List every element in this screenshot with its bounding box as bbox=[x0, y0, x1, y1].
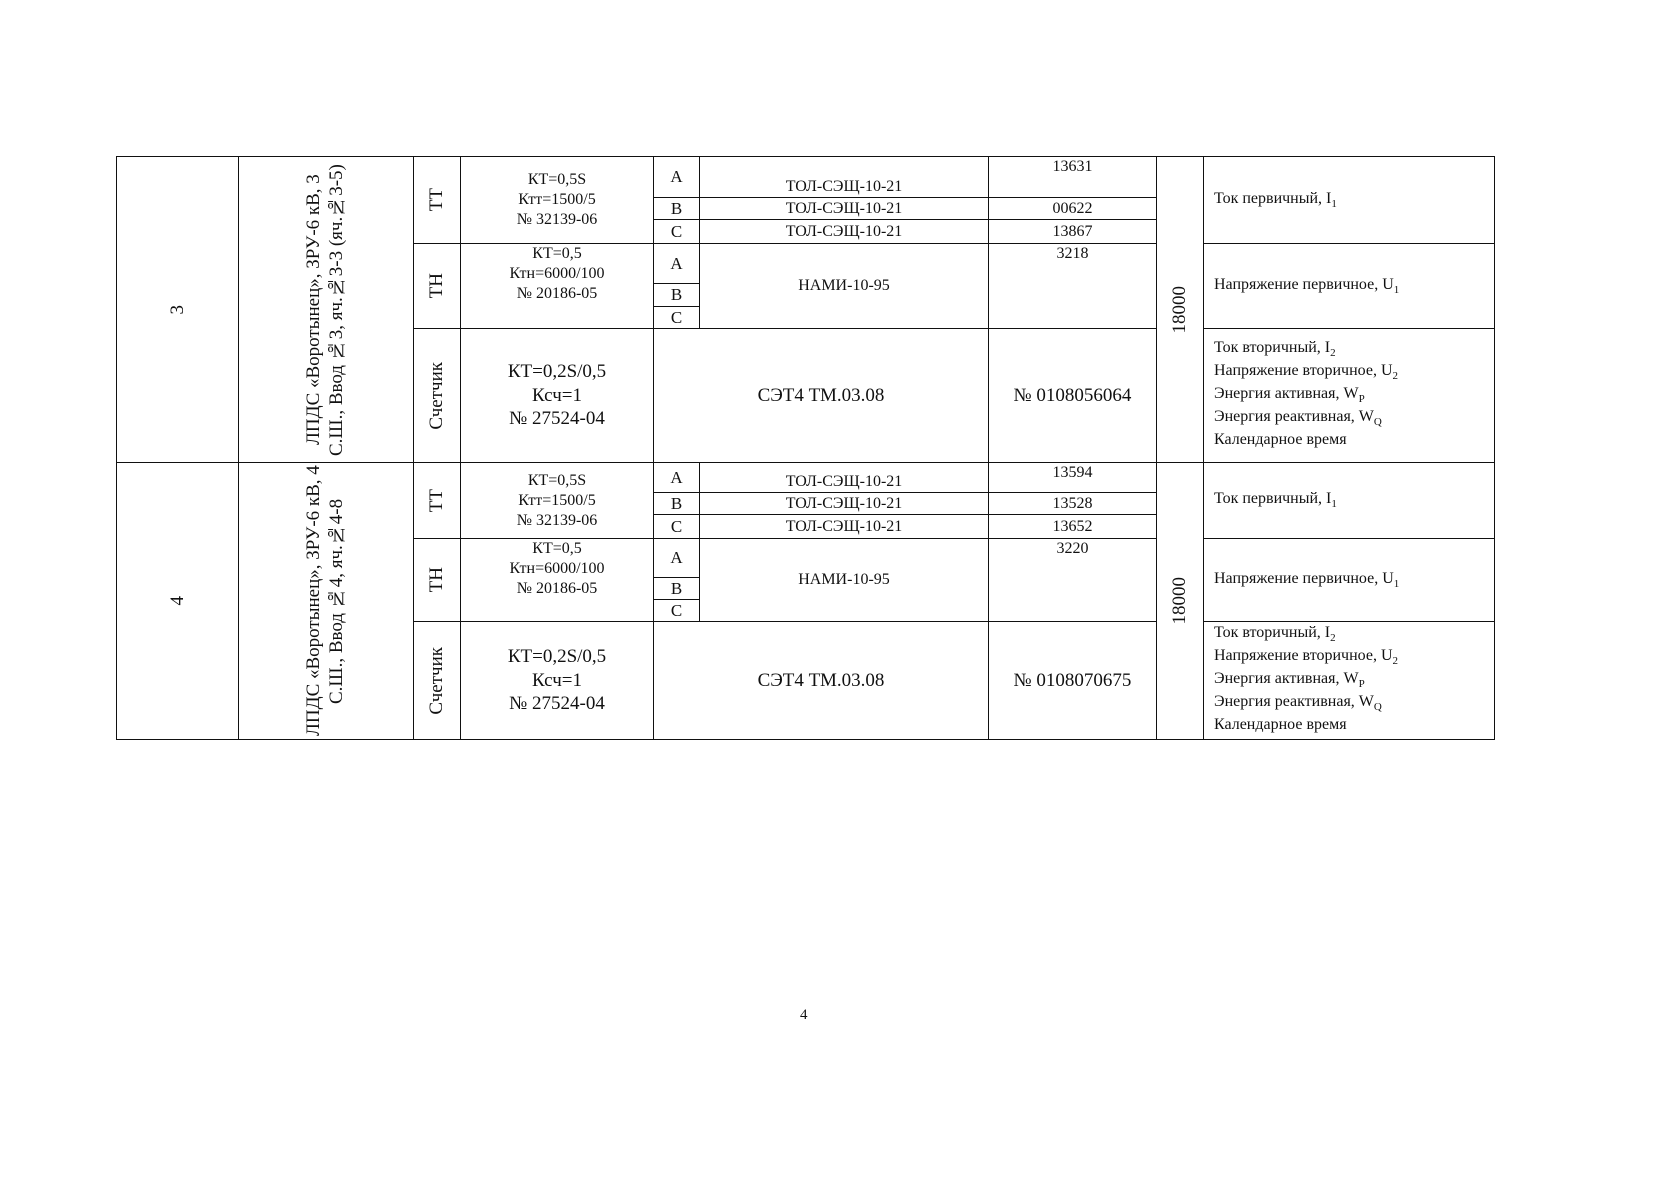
meter-type bbox=[413, 621, 461, 740]
measurement-label: Ток вторичный, I bbox=[1214, 339, 1331, 357]
tn-specs-list-line: Ктн=6000/100 bbox=[509, 265, 605, 282]
coefficient-text: 18000 bbox=[1169, 285, 1191, 334]
measurement-subscript: Q bbox=[1373, 416, 1382, 429]
measurement-line bbox=[1214, 361, 1398, 384]
tt-specs-list-line: КТ=0,5S bbox=[527, 171, 587, 188]
tt-specs-list-line: Ктт=1500/5 bbox=[518, 191, 596, 208]
measurement-line bbox=[1214, 669, 1365, 692]
phase-cell-text: C bbox=[670, 221, 683, 241]
measurement-line bbox=[1214, 275, 1399, 298]
measurement-label: Энергия активная, W bbox=[1214, 670, 1359, 688]
meter-specs bbox=[460, 328, 654, 463]
row-number-text: 4 bbox=[166, 596, 188, 606]
tt-model-text: ТОЛ-СЭЩ-10-21 bbox=[785, 199, 903, 217]
tt-type-text: ТТ bbox=[426, 488, 448, 513]
phase-cell-text: B bbox=[670, 285, 683, 305]
phase-cell bbox=[653, 577, 700, 600]
measurement-line bbox=[1214, 646, 1398, 669]
measurement-label: Ток первичный, I bbox=[1214, 189, 1332, 207]
tt-model bbox=[699, 219, 989, 244]
measurement-list bbox=[1214, 569, 1399, 592]
tt-serial bbox=[988, 514, 1157, 539]
measurement-label: Напряжение вторичное, U bbox=[1214, 647, 1393, 665]
measurement-subscript: 1 bbox=[1331, 197, 1337, 210]
tn-type-text: ТН bbox=[426, 567, 448, 593]
measurement-line bbox=[1214, 569, 1399, 592]
row-number-text: 3 bbox=[166, 304, 188, 315]
tt-type-text: ТТ bbox=[426, 188, 448, 212]
phase-cell bbox=[653, 306, 700, 329]
measurement-subscript: 2 bbox=[1330, 632, 1336, 645]
tn-model bbox=[699, 243, 989, 329]
tn-specs bbox=[460, 538, 654, 622]
phase-cell-text: B bbox=[670, 578, 683, 598]
measurement-meter bbox=[1203, 328, 1495, 463]
meter-type-text: Счетчик bbox=[426, 361, 448, 430]
meter-specs-list bbox=[508, 360, 606, 431]
measurement-label: Календарное время bbox=[1214, 715, 1347, 733]
phase-cell bbox=[653, 514, 700, 539]
measurement-tt bbox=[1203, 156, 1495, 244]
tn-type-text: ТН bbox=[426, 273, 448, 299]
meter-specs-list-line: № 27524-04 bbox=[509, 693, 605, 715]
tn-model-text: НАМИ-10-95 bbox=[798, 277, 890, 294]
connection-name-text: ЛПДС «Воротынец», ЗРУ-6 кВ, 4 С.Ш., Ввод №4, яч.№4-8 bbox=[303, 465, 347, 737]
tt-model bbox=[699, 462, 989, 493]
tt-model-text: ТОЛ-СЭЩ-10-21 bbox=[785, 178, 903, 195]
meter-model-text: СЭТ4 ТМ.03.08 bbox=[757, 669, 885, 691]
tt-type bbox=[413, 156, 461, 244]
tt-specs-list bbox=[517, 170, 598, 230]
tn-specs-list bbox=[509, 244, 604, 304]
tt-model bbox=[699, 156, 989, 198]
tn-serial-text: 3220 bbox=[1056, 540, 1089, 557]
row-number bbox=[116, 156, 239, 463]
phase-cell-text: B bbox=[670, 493, 683, 513]
tt-specs-list-line: № 32139-06 bbox=[516, 511, 598, 529]
tt-serial bbox=[988, 197, 1157, 220]
meter-type bbox=[413, 328, 461, 463]
tt-model bbox=[699, 492, 989, 515]
phase-cell bbox=[653, 243, 700, 284]
tn-specs-list-line: № 20186-05 bbox=[516, 580, 598, 597]
phase-cell bbox=[653, 538, 700, 578]
measurement-line bbox=[1214, 489, 1337, 512]
phase-cell bbox=[653, 283, 700, 307]
tt-serial-text: 13652 bbox=[1052, 517, 1093, 535]
measurement-line bbox=[1214, 189, 1337, 212]
measurement-label: Ток первичный, I bbox=[1214, 490, 1332, 508]
measurement-subscript: P bbox=[1358, 393, 1365, 406]
measurement-line bbox=[1214, 338, 1336, 361]
tn-model-text: НАМИ-10-95 bbox=[798, 571, 890, 588]
phase-cell-text: B bbox=[670, 198, 683, 218]
tn-serial-text: 3218 bbox=[1056, 245, 1089, 262]
measurement-list bbox=[1214, 623, 1398, 738]
tn-type bbox=[413, 243, 461, 329]
tt-serial-text: 13867 bbox=[1052, 222, 1093, 240]
measurement-list bbox=[1214, 489, 1337, 512]
tt-serial bbox=[988, 462, 1157, 493]
coefficient bbox=[1156, 156, 1204, 463]
tt-specs bbox=[460, 462, 654, 539]
tt-serial-text: 13631 bbox=[1052, 158, 1093, 175]
measurement-line bbox=[1214, 692, 1382, 715]
tt-model-text: ТОЛ-СЭЩ-10-21 bbox=[785, 222, 903, 240]
phase-cell bbox=[653, 492, 700, 515]
tn-specs-list-line: Ктн=6000/100 bbox=[509, 560, 605, 577]
tn-type bbox=[413, 538, 461, 622]
meter-type-text: Счетчик bbox=[426, 646, 448, 715]
measurement-list bbox=[1214, 275, 1399, 298]
phase-cell-text: A bbox=[670, 253, 683, 273]
tn-model bbox=[699, 538, 989, 622]
measurement-meter bbox=[1203, 621, 1495, 740]
connection-name bbox=[238, 462, 414, 740]
meter-model bbox=[653, 328, 989, 463]
tt-type bbox=[413, 462, 461, 539]
meter-specs-list-line: Ксч=1 bbox=[531, 384, 583, 406]
measurement-line bbox=[1214, 715, 1347, 738]
tt-specs-list-line: № 32139-06 bbox=[516, 211, 598, 228]
meter-specs-list-line: КТ=0,2S/0,5 bbox=[507, 360, 607, 382]
meter-specs-list bbox=[508, 645, 606, 716]
measurement-line bbox=[1214, 407, 1382, 430]
measurement-label: Энергия реактивная, W bbox=[1214, 692, 1374, 710]
tt-model-text: ТОЛ-СЭЩ-10-21 bbox=[785, 517, 903, 535]
measurement-line bbox=[1214, 430, 1347, 453]
phase-cell-text: A bbox=[670, 548, 683, 568]
tt-model-text: ТОЛ-СЭЩ-10-21 bbox=[785, 494, 903, 512]
tt-specs-list-line: Ктт=1500/5 bbox=[518, 491, 596, 509]
coefficient bbox=[1156, 462, 1204, 740]
measurement-subscript: 2 bbox=[1392, 655, 1398, 668]
measurement-subscript: Q bbox=[1373, 701, 1382, 714]
meter-specs-list-line: КТ=0,2S/0,5 bbox=[507, 645, 607, 667]
tt-serial bbox=[988, 219, 1157, 244]
measurement-label: Энергия активная, W bbox=[1214, 385, 1359, 403]
measurement-line bbox=[1214, 384, 1365, 407]
measurement-label: Энергия реактивная, W bbox=[1214, 407, 1374, 425]
meter-model bbox=[653, 621, 989, 740]
tn-specs-list bbox=[509, 539, 604, 599]
tt-serial-text: 00622 bbox=[1052, 199, 1093, 217]
tt-model-text: ТОЛ-СЭЩ-10-21 bbox=[785, 473, 903, 490]
measurement-subscript: 2 bbox=[1330, 347, 1336, 360]
measurement-list bbox=[1214, 189, 1337, 212]
tt-specs-list-line: КТ=0,5S bbox=[527, 471, 587, 489]
measurement-list bbox=[1214, 338, 1398, 453]
phase-cell bbox=[653, 462, 700, 493]
tt-serial-text: 13594 bbox=[1052, 464, 1093, 481]
measurement-tt bbox=[1203, 462, 1495, 539]
measurement-line bbox=[1214, 623, 1336, 646]
phase-cell bbox=[653, 219, 700, 244]
tt-serial-text: 13528 bbox=[1052, 494, 1093, 512]
meter-specs bbox=[460, 621, 654, 740]
meter-specs-list-line: Ксч=1 bbox=[531, 669, 583, 691]
row-number bbox=[116, 462, 239, 740]
tt-model bbox=[699, 197, 989, 220]
measurement-label: Напряжение первичное, U bbox=[1214, 275, 1394, 293]
phase-cell-text: A bbox=[670, 167, 683, 187]
measurement-label: Ток вторичный, I bbox=[1214, 624, 1331, 642]
tn-specs-list-line: КТ=0,5 bbox=[532, 540, 582, 557]
measurement-label: Календарное время bbox=[1214, 430, 1347, 448]
measurement-label: Напряжение вторичное, U bbox=[1214, 362, 1393, 380]
measurement-subscript: P bbox=[1358, 678, 1365, 691]
measurement-tn bbox=[1203, 538, 1495, 622]
meter-serial-text: № 0108056064 bbox=[1013, 384, 1132, 406]
meter-serial bbox=[988, 621, 1157, 740]
measurement-subscript: 2 bbox=[1392, 370, 1398, 383]
tt-serial bbox=[988, 492, 1157, 515]
connection-name bbox=[238, 156, 414, 463]
tt-specs-list bbox=[517, 471, 598, 531]
meter-model-text: СЭТ4 ТМ.03.08 bbox=[757, 384, 885, 406]
measurement-label: Напряжение первичное, U bbox=[1214, 569, 1394, 587]
phase-cell bbox=[653, 156, 700, 198]
tn-specs-list-line: № 20186-05 bbox=[516, 285, 598, 302]
tn-specs-list-line: КТ=0,5 bbox=[532, 245, 582, 262]
page-number: 4 bbox=[800, 1007, 808, 1023]
tt-model bbox=[699, 514, 989, 539]
phase-cell-text: C bbox=[670, 516, 683, 536]
tn-serial bbox=[988, 243, 1157, 329]
tn-serial bbox=[988, 538, 1157, 622]
phase-cell-text: A bbox=[670, 467, 683, 487]
tn-specs bbox=[460, 243, 654, 329]
measurement-tn bbox=[1203, 243, 1495, 329]
measurement-subscript: 1 bbox=[1331, 498, 1337, 511]
meter-specs-list-line: № 27524-04 bbox=[509, 408, 605, 430]
measurement-subscript: 1 bbox=[1393, 283, 1400, 296]
meter-serial bbox=[988, 328, 1157, 463]
tt-serial bbox=[988, 156, 1157, 198]
coefficient-text: 18000 bbox=[1169, 577, 1191, 625]
phase-cell bbox=[653, 197, 700, 220]
tt-specs bbox=[460, 156, 654, 244]
meter-serial-text: № 0108070675 bbox=[1013, 669, 1132, 691]
connection-name-text: ЛПДС «Воротынец», ЗРУ-6 кВ, 3 С.Ш., Ввод №3, яч.№3-3 (яч.№3-5) bbox=[303, 163, 347, 456]
phase-cell-text: C bbox=[670, 600, 683, 620]
phase-cell bbox=[653, 599, 700, 622]
measurement-subscript: 1 bbox=[1393, 577, 1400, 590]
phase-cell-text: C bbox=[670, 307, 683, 327]
